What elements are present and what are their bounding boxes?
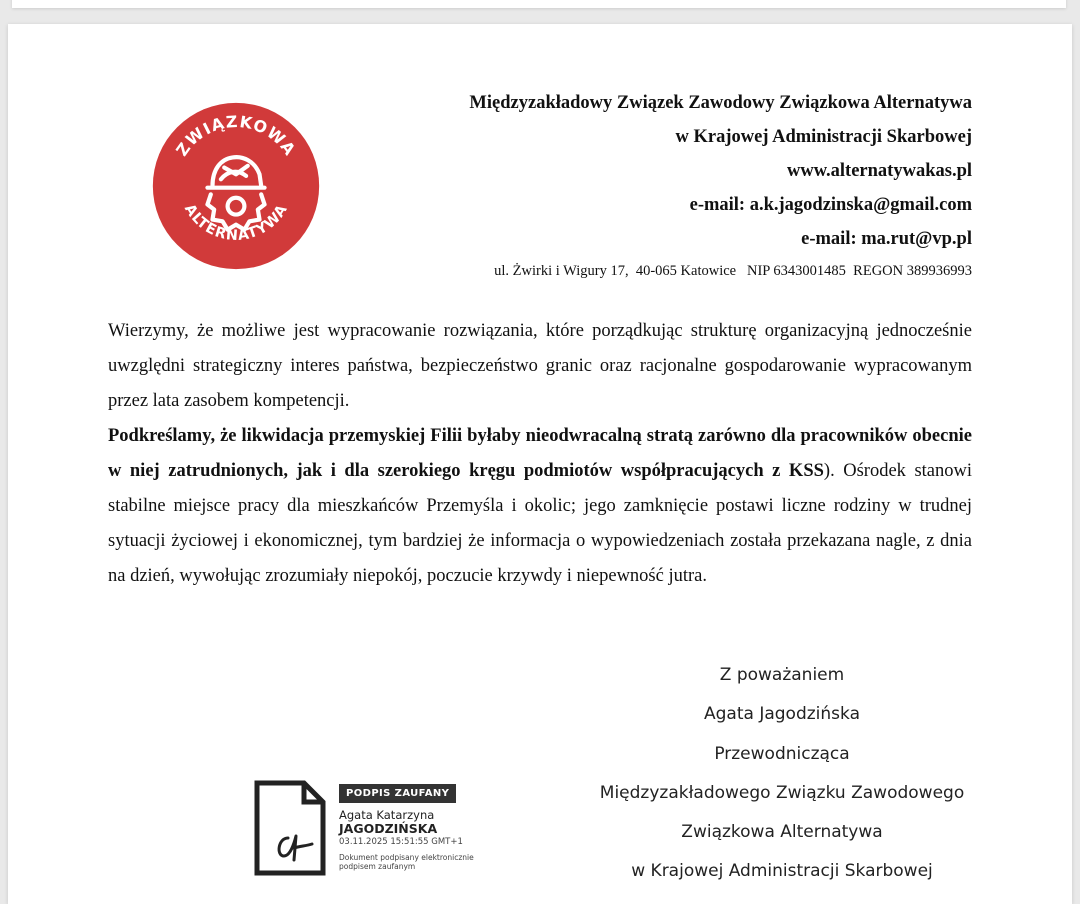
closing-greeting: Z poważaniem bbox=[719, 665, 845, 685]
signature-first-names: Agata Katarzyna bbox=[339, 808, 435, 822]
letter-body bbox=[108, 314, 972, 594]
signer-org-3: w Krajowej Administracji Skarbowej bbox=[631, 861, 933, 882]
org-name: Międzyzakładowy Związek Zawodowy Związkowa Alternatywa bbox=[469, 93, 972, 113]
signed-document-icon bbox=[254, 780, 326, 876]
document-page bbox=[8, 24, 1072, 904]
email-1[interactable]: e-mail: a.k.jagodzinska@gmail.com bbox=[689, 195, 972, 215]
letterhead bbox=[469, 86, 972, 284]
union-logo bbox=[152, 102, 320, 270]
address-line: ul. Żwirki i Wigury 17, 40-065 Katowice NIP 6343001485 REGON 389936993 bbox=[494, 263, 972, 279]
trusted-signature-stamp bbox=[339, 781, 509, 871]
signature-surname: JAGODZIŃSKA bbox=[339, 821, 438, 836]
signature-datetime: 03.11.2025 15:51:55 GMT+1 bbox=[339, 837, 463, 847]
paragraph-2 bbox=[108, 419, 972, 594]
signer-org-2: Związkowa Alternatywa bbox=[681, 822, 883, 843]
logo-text-top: ZWIĄZKOWA bbox=[172, 111, 300, 160]
previous-page-edge bbox=[12, 0, 1066, 8]
signature-note: Dokument podpisany elektronicznie podpisem zaufanym bbox=[339, 853, 474, 871]
signature-badge: PODPIS ZAUFANY bbox=[339, 784, 456, 803]
paragraph-2-emphasis: Podkreślamy, że likwidacja przemyskiej Filii byłaby nieodwracalną stratą zarówno dla pracowników obecnie w niej zatrudnionych, jak i dla szerokiego kręgu podmiotów współpracujących z KSS bbox=[108, 426, 972, 481]
paragraph-2-text: ). Ośrodek stanowi stabilne miejsce pracy dla mieszkańców Przemyśla i okolic; jego zamknięcie postawi liczne rodziny w trudnej sytuacji życiowej i ekonomicznej, tym bardziej że informacja o wypowiedzeniach została przekazana nagle, z dnia na dzień, wywołując zrozumiały niepokój, poczucie krzywdy i niepewność jutra. bbox=[108, 461, 972, 586]
signer-role: Przewodnicząca bbox=[714, 743, 850, 764]
logo-text-bottom: ALTERNATYWA bbox=[180, 201, 292, 245]
signer-name: Agata Jagodzińska bbox=[704, 704, 860, 725]
signer-org-1: Międzyzakładowego Związku Zawodowego bbox=[599, 782, 965, 803]
org-subname: w Krajowej Administracji Skarbowej bbox=[675, 127, 972, 147]
email-2[interactable]: e-mail: ma.rut@vp.pl bbox=[801, 229, 972, 249]
closing-block bbox=[582, 656, 982, 892]
website-link[interactable]: www.alternatywakas.pl bbox=[786, 161, 972, 181]
paragraph-1: Wierzymy, że możliwe jest wypracowanie rozwiązania, które porządkując strukturę organizacyjną jednocześnie uwzględni strategiczny interes państwa, bezpieczeństwo granic oraz racjonalne gospodarowanie wypracowanym przez lata zasobem kompetencji. bbox=[108, 321, 972, 411]
